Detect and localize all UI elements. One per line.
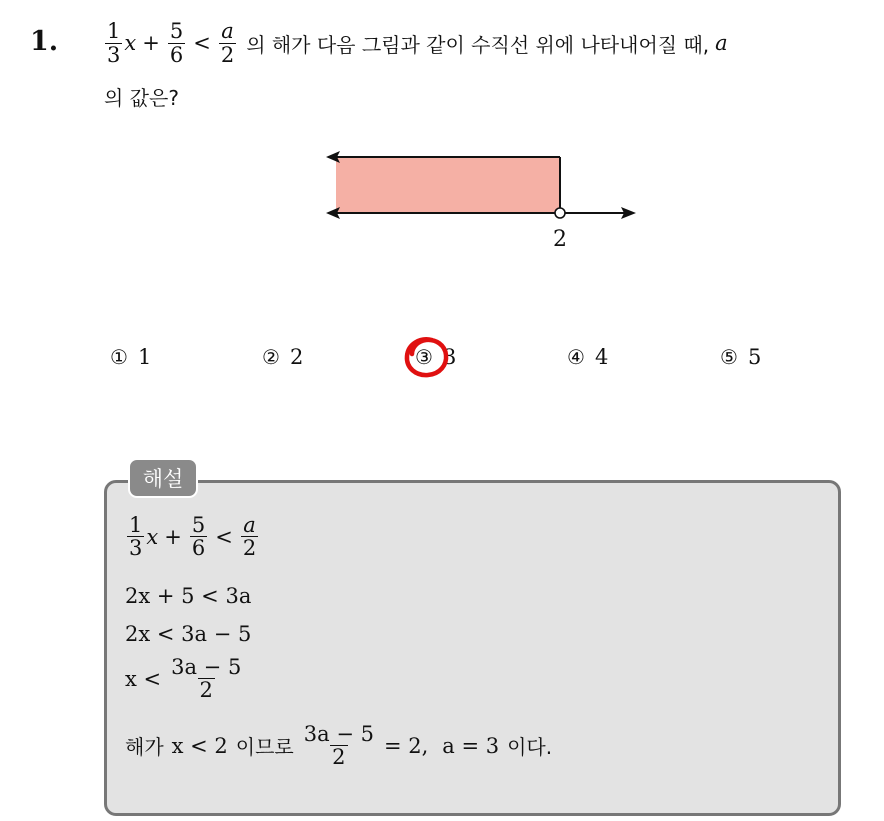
solution-line-4 bbox=[125, 656, 245, 701]
frac-denominator: 3 bbox=[107, 42, 121, 67]
point-label: 2 bbox=[553, 227, 567, 252]
fraction-one-third bbox=[105, 20, 122, 65]
fraction bbox=[302, 723, 376, 768]
solution-text-mid: 이므로 bbox=[235, 735, 294, 760]
choice-marker: ① bbox=[110, 345, 128, 369]
choice-value: 1 bbox=[137, 345, 152, 369]
frac-denominator: 2 bbox=[199, 678, 213, 703]
frac-denominator: 2 bbox=[332, 745, 346, 770]
inequality-lhs: x < bbox=[125, 666, 162, 691]
frac-numerator: 3a − 5 bbox=[171, 655, 242, 679]
solution-tab: 해설 bbox=[128, 458, 198, 498]
less-than-sign: < bbox=[215, 524, 233, 549]
question-body: 의 해가 다음 그림과 같이 수직선 위에 나타내어질 때, bbox=[246, 32, 710, 57]
frac-numerator: 1 bbox=[129, 513, 143, 537]
answer-value: a = 3 bbox=[442, 733, 500, 758]
fraction-a-half bbox=[219, 20, 236, 65]
fraction bbox=[169, 656, 243, 701]
frac-numerator: 3a − 5 bbox=[303, 722, 374, 746]
question-number: 1. bbox=[30, 26, 59, 57]
frac-numerator: 5 bbox=[191, 513, 206, 537]
choice-5[interactable] bbox=[720, 345, 761, 369]
plus-sign: + bbox=[164, 524, 182, 549]
variable-a: a bbox=[715, 31, 728, 55]
frac-denominator: 2 bbox=[220, 42, 235, 67]
choice-marker: ③ bbox=[415, 345, 433, 369]
frac-numerator: a bbox=[221, 19, 234, 44]
solution-line-3: 2x < 3a − 5 bbox=[125, 622, 252, 646]
choice-value: 4 bbox=[594, 345, 609, 369]
solution-text-post: 이다. bbox=[507, 735, 553, 760]
fraction-five-sixths bbox=[168, 20, 185, 65]
fraction bbox=[190, 514, 207, 559]
equation-result: = 2, bbox=[383, 733, 429, 758]
open-endpoint bbox=[555, 208, 565, 218]
frac-denominator: 6 bbox=[191, 536, 206, 561]
choice-value: 3 bbox=[442, 345, 457, 369]
frac-denominator: 6 bbox=[169, 42, 184, 67]
solution-region bbox=[336, 157, 560, 213]
choice-marker: ② bbox=[262, 345, 280, 369]
plus-sign: + bbox=[142, 31, 160, 55]
frac-denominator: 3 bbox=[129, 536, 143, 561]
frac-numerator: 5 bbox=[169, 19, 184, 44]
question-line-2: 의 값은? bbox=[104, 86, 179, 110]
choice-marker: ⑤ bbox=[720, 345, 738, 369]
solution-line-1 bbox=[125, 514, 260, 559]
solution-line-5 bbox=[125, 723, 552, 768]
variable-x: x bbox=[146, 524, 159, 549]
frac-numerator: 1 bbox=[107, 19, 121, 44]
answer-circle-mark bbox=[402, 334, 452, 380]
solution-line-2: 2x + 5 < 3a bbox=[125, 584, 252, 608]
frac-numerator: a bbox=[243, 513, 256, 537]
question-text bbox=[103, 12, 728, 74]
less-than-sign: < bbox=[193, 31, 211, 55]
choice-2[interactable] bbox=[262, 345, 303, 369]
frac-denominator: 2 bbox=[242, 536, 257, 561]
fraction bbox=[241, 514, 258, 559]
number-line-figure bbox=[300, 130, 660, 260]
choice-1[interactable] bbox=[110, 345, 151, 369]
solution-text-pre: 해가 bbox=[125, 735, 164, 760]
condition: x < 2 bbox=[171, 733, 228, 758]
fraction bbox=[127, 514, 144, 559]
choice-4[interactable] bbox=[567, 345, 608, 369]
choice-value: 5 bbox=[747, 345, 762, 369]
choice-value: 2 bbox=[289, 345, 304, 369]
variable-x: x bbox=[124, 31, 137, 55]
choice-marker: ④ bbox=[567, 345, 585, 369]
